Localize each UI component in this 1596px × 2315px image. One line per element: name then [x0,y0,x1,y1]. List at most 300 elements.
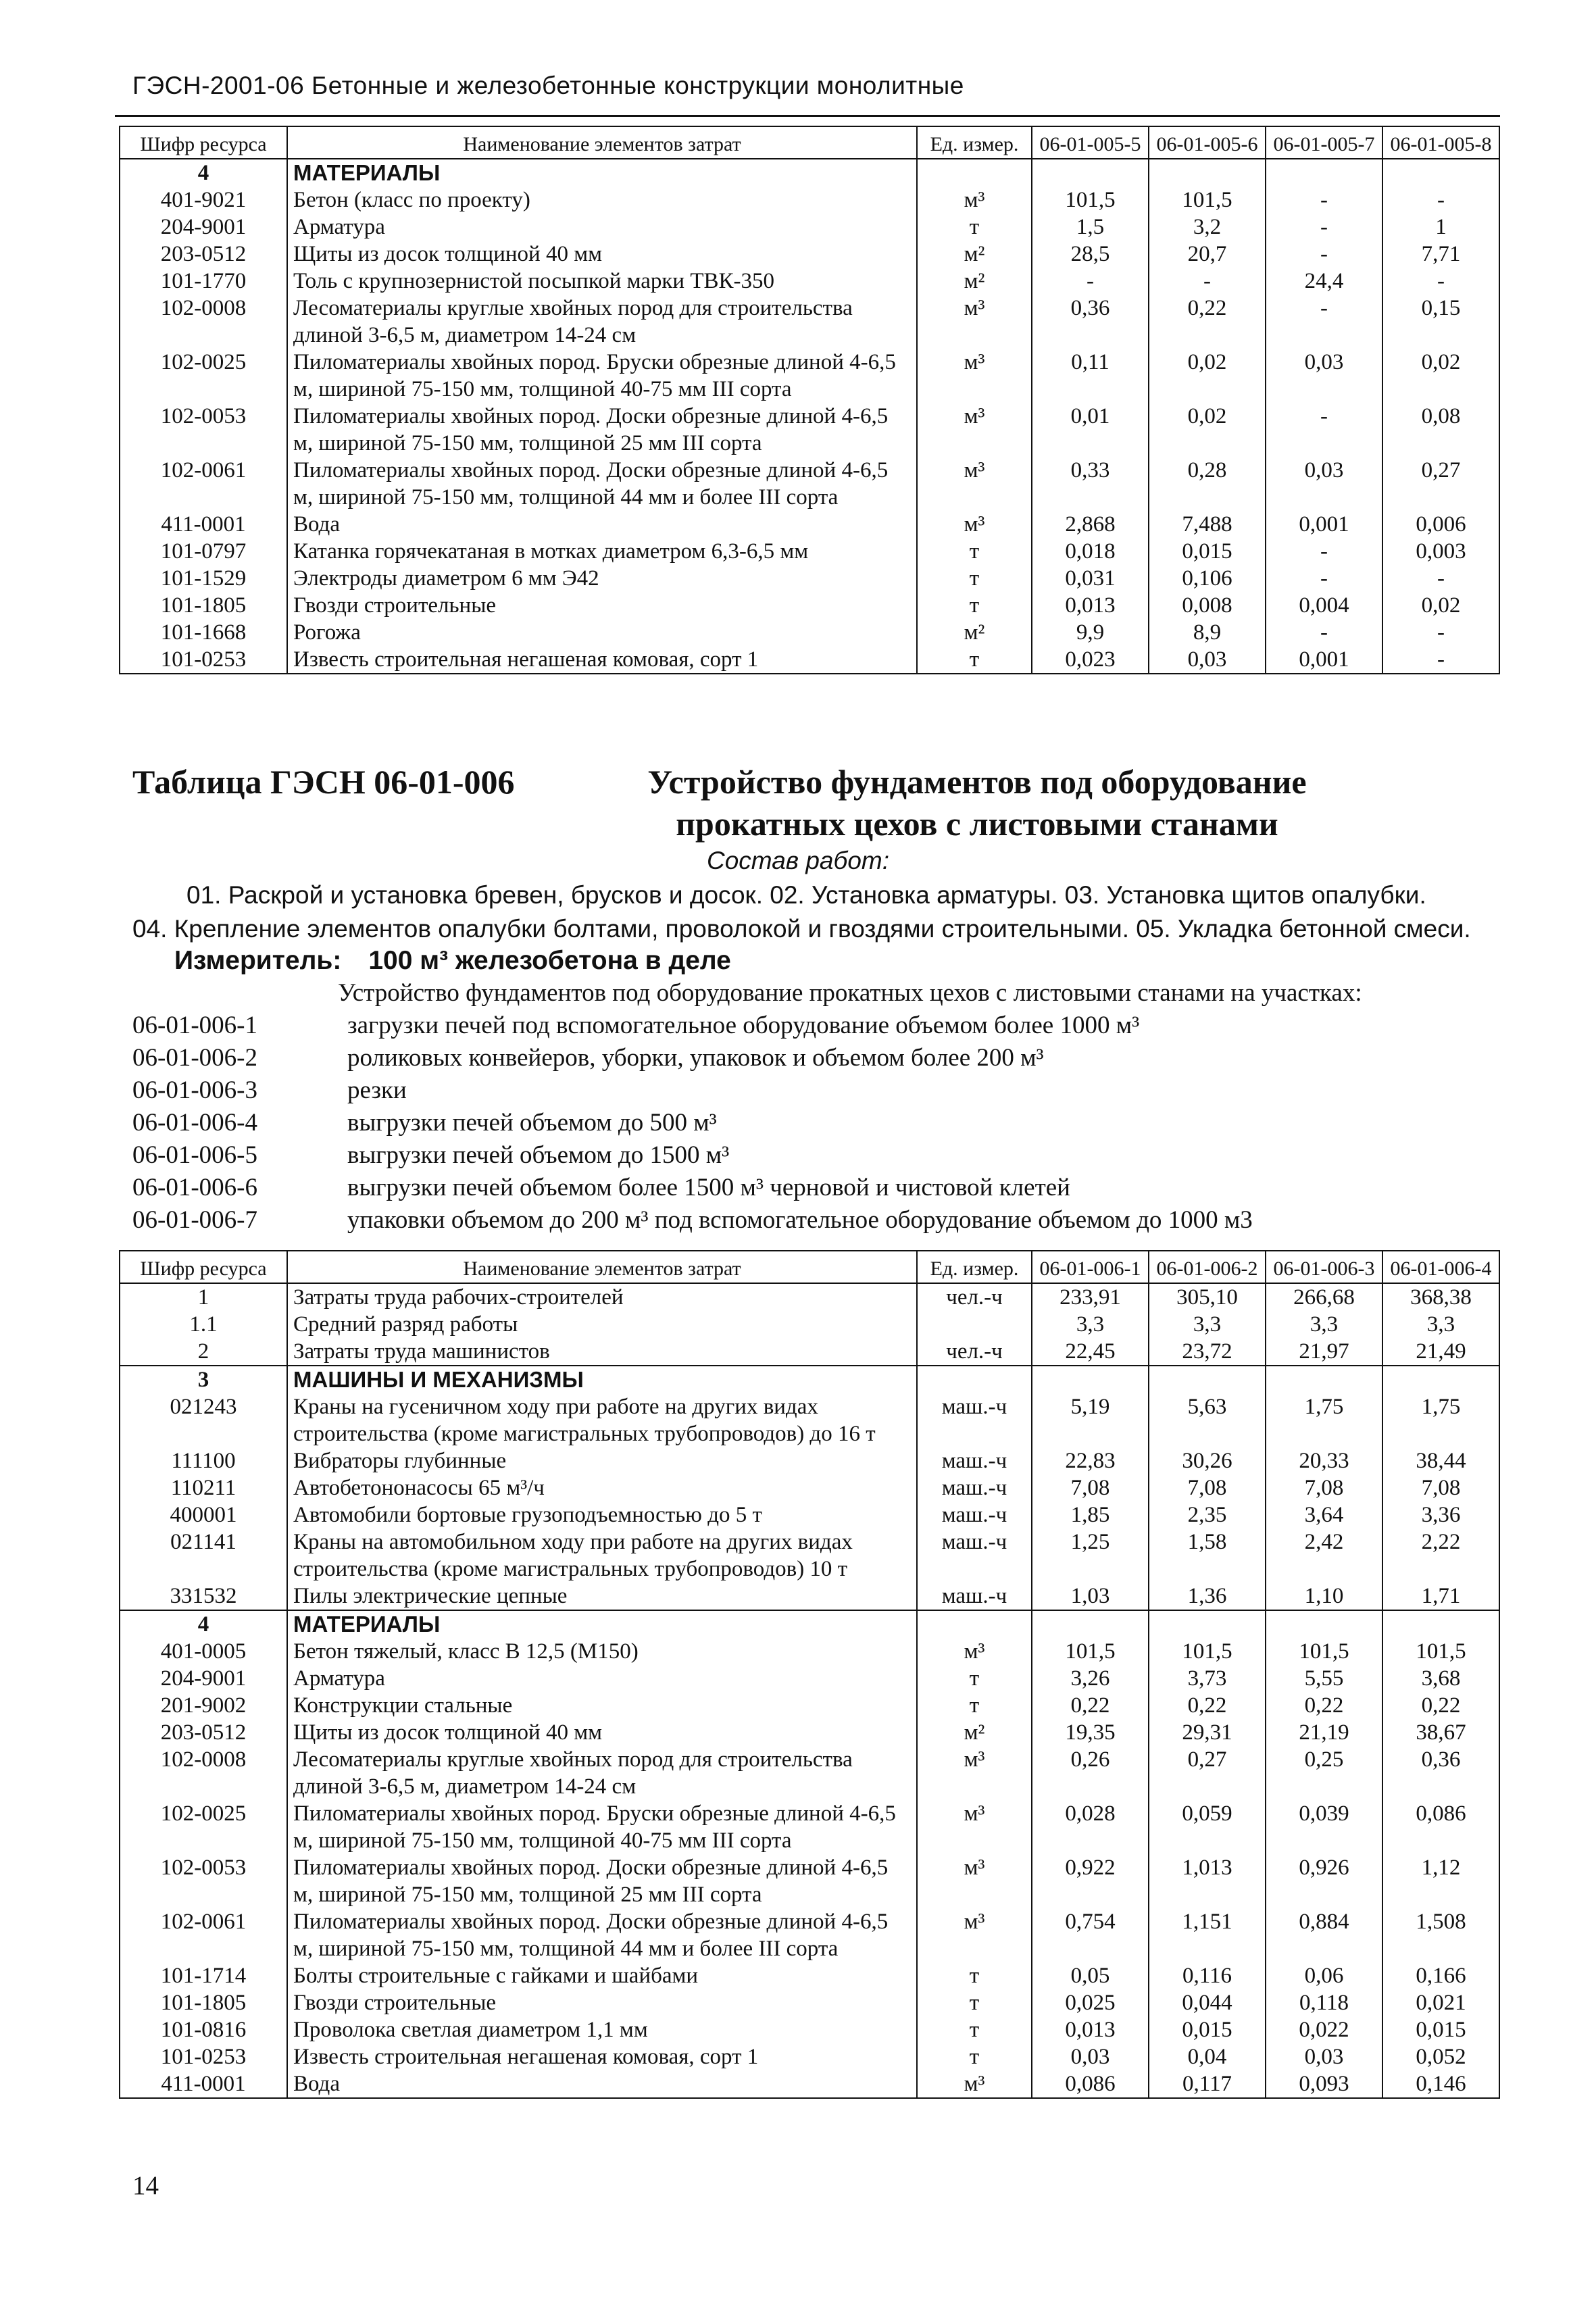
norm-value: 0,11 [1032,349,1149,403]
resource-name: МАШИНЫ И МЕХАНИЗМЫ [287,1366,917,1393]
table-row [120,1583,1499,1610]
norm-value: - [1266,619,1382,646]
table-row [120,268,1499,295]
norm-value: 7,08 [1149,1474,1266,1501]
resource-name: Затраты труда рабочих-строителей [287,1283,917,1311]
resource-code: 101-1805 [120,1989,287,2016]
norm-value: 101,5 [1149,186,1266,214]
table-row [120,1908,1499,1962]
resource-unit: маш.-ч [917,1528,1032,1583]
resource-unit [917,1311,1032,1338]
norm-value: 0,28 [1149,457,1266,511]
norm-value [1266,1366,1382,1393]
norm-value: 0,018 [1032,538,1149,565]
variant-text: выгрузки печей объемом более 1500 м³ черновой и чистовой клетей [347,1174,1070,1201]
resource-code: 101-1770 [120,268,287,295]
norm-value: - [1266,565,1382,592]
resource-unit: т [917,1962,1032,1989]
norm-value: 3,3 [1382,1311,1499,1338]
variant-code: 06-01-006-6 [132,1174,257,1201]
resource-name: Вибраторы глубинные [287,1447,917,1474]
resource-code: 102-0053 [120,403,287,457]
table-row [120,1474,1499,1501]
table-row [120,1638,1499,1665]
section-row [120,1610,1499,1638]
variant-text: выгрузки печей объемом до 500 м³ [347,1109,717,1137]
resource-unit: т [917,214,1032,241]
resource-unit: м³ [917,403,1032,457]
norm-value: 0,023 [1032,646,1149,674]
norm-value [1032,159,1149,186]
norm-value: - [1266,241,1382,268]
column-header: 06-01-006-3 [1266,1251,1382,1283]
running-header: ГЭСН-2001-06 Бетонные и железобетонные конструкции монолитные [132,72,964,99]
norm-value: - [1382,619,1499,646]
table-body [120,1283,1499,2098]
norm-value: 1,25 [1032,1528,1149,1583]
resource-unit: т [917,646,1032,674]
norm-value: 368,38 [1382,1283,1499,1311]
column-header: Ед. измер. [917,126,1032,159]
norm-value: 0,117 [1149,2070,1266,2098]
norm-value: - [1382,565,1499,592]
norm-value: 7,71 [1382,241,1499,268]
resource-code: 204-9001 [120,1665,287,1692]
variant-code: 06-01-006-5 [132,1141,257,1169]
resource-code: 331532 [120,1583,287,1610]
norm-value: 1,75 [1266,1393,1382,1447]
variant-text: выгрузки печей объемом до 1500 м³ [347,1141,730,1169]
resource-code: 1.1 [120,1311,287,1338]
resource-name: МАТЕРИАЛЫ [287,159,917,186]
norm-value: 9,9 [1032,619,1149,646]
norm-value [1382,1366,1499,1393]
norm-value: - [1266,538,1382,565]
norm-value: 0,922 [1032,1854,1149,1908]
resource-unit: маш.-ч [917,1583,1032,1610]
norm-value: 1,85 [1032,1501,1149,1528]
norm-value: 0,146 [1382,2070,1499,2098]
resource-code: 102-0025 [120,349,287,403]
norm-value: 0,093 [1266,2070,1382,2098]
resource-name: Краны на автомобильном ходу при работе на других видах строительства (кроме магистральных трубопроводов) 10 т [287,1528,917,1583]
resource-code: 102-0008 [120,1746,287,1800]
composition-line: 04. Крепление элементов опалубки болтами, проволокой и гвоздями строительными. 05. Укладка бетонной смеси. [132,915,1471,943]
norm-value: 3,73 [1149,1665,1266,1692]
variant-code: 06-01-006-1 [132,1012,257,1039]
resource-code: 101-1529 [120,565,287,592]
norm-value: 1,03 [1032,1583,1149,1610]
norm-value: 0,028 [1032,1800,1149,1854]
norm-value: 22,45 [1032,1338,1149,1366]
norm-value: 1 [1382,214,1499,241]
resource-unit: т [917,592,1032,619]
table-row [120,1447,1499,1474]
resource-code: 101-1668 [120,619,287,646]
resource-unit: маш.-ч [917,1447,1032,1474]
resource-name: Вода [287,511,917,538]
table-row [120,592,1499,619]
resource-name: Бетон тяжелый, класс В 12,5 (М150) [287,1638,917,1665]
resource-unit: м³ [917,1800,1032,1854]
resource-code: 101-0253 [120,2043,287,2070]
norm-value: 0,116 [1149,1962,1266,1989]
resource-code: 400001 [120,1501,287,1528]
norm-value: 0,22 [1149,1692,1266,1719]
resource-unit: м³ [917,1638,1032,1665]
norm-value: 3,26 [1032,1665,1149,1692]
norm-value: 0,02 [1382,349,1499,403]
norm-value: 0,01 [1032,403,1149,457]
norm-value: - [1266,403,1382,457]
section-row [120,1366,1499,1393]
resource-unit: м³ [917,1908,1032,1962]
norm-value: 101,5 [1032,186,1149,214]
resource-code: 021141 [120,1528,287,1583]
resource-code: 102-0061 [120,457,287,511]
norm-value: 0,052 [1382,2043,1499,2070]
resource-name: Щиты из досок толщиной 40 мм [287,241,917,268]
resource-unit: т [917,2016,1032,2043]
resource-code: 102-0025 [120,1800,287,1854]
norm-value: - [1382,186,1499,214]
norm-value: 0,086 [1382,1800,1499,1854]
variant-code: 06-01-006-2 [132,1044,257,1072]
resource-code: 203-0512 [120,241,287,268]
norm-value: 0,03 [1149,646,1266,674]
resource-code: 111100 [120,1447,287,1474]
variant-code: 06-01-006-7 [132,1206,257,1234]
resource-code: 411-0001 [120,511,287,538]
table-body [120,159,1499,674]
column-header: 06-01-006-4 [1382,1251,1499,1283]
resource-name: Толь с крупнозернистой посыпкой марки ТВК-350 [287,268,917,295]
variant-text: резки [347,1076,407,1104]
norm-value: 266,68 [1266,1283,1382,1311]
resource-name: Электроды диаметром 6 мм Э42 [287,565,917,592]
norm-value: 1,151 [1149,1908,1266,1962]
norm-value: 0,025 [1032,1989,1149,2016]
resource-name: Гвозди строительные [287,592,917,619]
norm-value: 0,039 [1266,1800,1382,1854]
table-row [120,1311,1499,1338]
norm-value: 0,02 [1149,403,1266,457]
variants-list [132,1011,1491,1238]
resource-unit: т [917,2043,1032,2070]
resource-unit [917,159,1032,186]
resource-code: 101-0797 [120,538,287,565]
resource-code: 2 [120,1338,287,1366]
norm-value: 0,059 [1149,1800,1266,1854]
composition-line: 01. Раскрой и установка бревен, брусков и досок. 02. Установка арматуры. 03. Установка щитов опалубки. [186,881,1426,909]
resource-name: Проволока светлая диаметром 1,1 мм [287,2016,917,2043]
resource-name: Гвозди строительные [287,1989,917,2016]
table-row [120,241,1499,268]
resource-code: 101-1714 [120,1962,287,1989]
resource-unit: м³ [917,511,1032,538]
table-row [120,1989,1499,2016]
norm-value: 3,68 [1382,1665,1499,1692]
norm-value: - [1382,268,1499,295]
norm-value: - [1266,214,1382,241]
norm-value: 1,75 [1382,1393,1499,1447]
meter-value: 100 м³ железобетона в деле [368,946,731,975]
norm-value: 0,166 [1382,1962,1499,1989]
norm-value: 38,44 [1382,1447,1499,1474]
variant-row [132,1141,1491,1173]
resource-code: 4 [120,1610,287,1638]
norm-value: 1,013 [1149,1854,1266,1908]
norm-value: 0,27 [1149,1746,1266,1800]
norm-value: 3,3 [1149,1311,1266,1338]
norm-value: 0,008 [1149,592,1266,619]
norm-value: 5,19 [1032,1393,1149,1447]
norm-value: 2,42 [1266,1528,1382,1583]
column-header: Шифр ресурса [120,1251,287,1283]
norm-value: 0,001 [1266,646,1382,674]
resource-unit: чел.-ч [917,1338,1032,1366]
resource-name: Конструкции стальные [287,1692,917,1719]
resource-name: Пиломатериалы хвойных пород. Доски обрезные длиной 4-6,5 м, шириной 75-150 мм, толщиной 44 мм и более III сорта [287,1908,917,1962]
norm-value: 0,08 [1382,403,1499,457]
variant-row [132,1011,1491,1043]
variant-text: упаковки объемом до 200 м³ под вспомогательное оборудование объемом до 1000 м3 [347,1206,1253,1234]
norm-value: 0,006 [1382,511,1499,538]
norm-value: 0,15 [1382,295,1499,349]
norm-value: 0,884 [1266,1908,1382,1962]
norm-value: 0,05 [1032,1962,1149,1989]
norm-value: 0,36 [1032,295,1149,349]
table-row [120,538,1499,565]
norm-value: 101,5 [1266,1638,1382,1665]
table-header-row [120,126,1499,159]
resource-name: Арматура [287,214,917,241]
resource-code: 201-9002 [120,1692,287,1719]
table-row [120,2043,1499,2070]
resource-name: МАТЕРИАЛЫ [287,1610,917,1638]
column-header: 06-01-005-8 [1382,126,1499,159]
column-header: 06-01-006-1 [1032,1251,1149,1283]
resource-name: Средний разряд работы [287,1311,917,1338]
norm-value: 233,91 [1032,1283,1149,1311]
table-row [120,1692,1499,1719]
norm-value [1149,159,1266,186]
resource-unit: маш.-ч [917,1501,1032,1528]
norm-value: 3,3 [1266,1311,1382,1338]
resource-unit: м² [917,619,1032,646]
resource-unit: т [917,1692,1032,1719]
norm-value: 0,06 [1266,1962,1382,1989]
resource-name: Известь строительная негашеная комовая, сорт 1 [287,646,917,674]
norm-value: 30,26 [1149,1447,1266,1474]
table-row [120,1719,1499,1746]
resource-unit: м² [917,241,1032,268]
norm-value [1266,159,1382,186]
resource-name: Вода [287,2070,917,2098]
resource-code: 401-9021 [120,186,287,214]
norm-value: - [1149,268,1266,295]
norm-value [1149,1366,1266,1393]
norm-value: 1,10 [1266,1583,1382,1610]
resource-code: 401-0005 [120,1638,287,1665]
table-row [120,295,1499,349]
resource-unit: м² [917,1719,1032,1746]
resource-code: 3 [120,1366,287,1393]
table-row [120,565,1499,592]
resource-name: Пиломатериалы хвойных пород. Бруски обрезные длиной 4-6,5 м, шириной 75-150 мм, толщиной 40-75 мм III сорта [287,1800,917,1854]
table-row [120,1393,1499,1447]
meter-label: Измеритель: [174,946,342,975]
norm-value: 0,003 [1382,538,1499,565]
resource-name: Автобетононасосы 65 м³/ч [287,1474,917,1501]
norm-value: 0,022 [1266,2016,1382,2043]
table-row [120,2070,1499,2098]
norm-value: 0,03 [1266,457,1382,511]
resource-name: Пилы электрические цепные [287,1583,917,1610]
norm-value: 20,33 [1266,1447,1382,1474]
resource-unit: т [917,538,1032,565]
norm-value: 0,926 [1266,1854,1382,1908]
table-row [120,349,1499,403]
column-header: 06-01-006-2 [1149,1251,1266,1283]
resource-code: 102-0061 [120,1908,287,1962]
resource-code: 204-9001 [120,214,287,241]
norm-value: 0,02 [1382,592,1499,619]
resource-code: 101-0816 [120,2016,287,2043]
column-header: 06-01-005-7 [1266,126,1382,159]
resource-code: 4 [120,159,287,186]
variant-text: загрузки печей под вспомогательное оборудование объемом более 1000 м³ [347,1012,1140,1039]
table-row [120,1962,1499,1989]
table-row [120,511,1499,538]
table-row [120,1665,1499,1692]
norm-value: 0,25 [1266,1746,1382,1800]
norm-value: 0,22 [1032,1692,1149,1719]
table-row [120,1501,1499,1528]
table-row [120,1800,1499,1854]
resource-unit: м³ [917,186,1032,214]
norm-value: 0,22 [1382,1692,1499,1719]
table-row [120,646,1499,674]
table-row [120,619,1499,646]
norm-value: 22,83 [1032,1447,1149,1474]
norm-value: 2,22 [1382,1528,1499,1583]
norm-value: 0,03 [1266,349,1382,403]
resource-name: Автомобили бортовые грузоподъемностью до 5 т [287,1501,917,1528]
resource-unit: м³ [917,2070,1032,2098]
norm-value [1382,1610,1499,1638]
norm-value: 21,49 [1382,1338,1499,1366]
variants-intro: Устройство фундаментов под оборудование прокатных цехов с листовыми станами на участках: [338,979,1362,1007]
norm-value: 7,08 [1266,1474,1382,1501]
norm-value: - [1266,295,1382,349]
variant-row [132,1205,1491,1238]
table-row [120,457,1499,511]
composition-text [132,878,1484,946]
resource-unit: м³ [917,1746,1032,1800]
resource-code: 411-0001 [120,2070,287,2098]
norm-value: 1,71 [1382,1583,1499,1610]
norm-value: 1,58 [1149,1528,1266,1583]
norm-value: 0,015 [1149,538,1266,565]
column-header: 06-01-005-6 [1149,126,1266,159]
resource-code: 102-0008 [120,295,287,349]
norm-value: 0,22 [1149,295,1266,349]
norm-value: 0,33 [1032,457,1149,511]
norm-value [1149,1610,1266,1638]
norm-value: 7,488 [1149,511,1266,538]
variant-text: роликовых конвейеров, уборки, упаковок и объемом более 200 м³ [347,1044,1044,1072]
resource-name: Щиты из досок толщиной 40 мм [287,1719,917,1746]
section-row [120,159,1499,186]
norm-value: 0,001 [1266,511,1382,538]
resource-unit: м² [917,268,1032,295]
table-name: Устройство фундаментов под оборудование прокатных цехов с листовыми станами [647,763,1307,843]
column-header: 06-01-005-5 [1032,126,1149,159]
norm-value: 5,63 [1149,1393,1266,1447]
norm-value: 2,868 [1032,511,1149,538]
resource-code: 021243 [120,1393,287,1447]
norm-value: 0,015 [1382,2016,1499,2043]
norm-value: 21,19 [1266,1719,1382,1746]
column-header: Наименование элементов затрат [287,1251,917,1283]
norm-value: 21,97 [1266,1338,1382,1366]
table-row [120,214,1499,241]
norm-value: 305,10 [1149,1283,1266,1311]
variant-code: 06-01-006-4 [132,1109,257,1137]
norm-value: 38,67 [1382,1719,1499,1746]
table-row [120,1338,1499,1366]
norm-value: 1,5 [1032,214,1149,241]
table-header-row [120,1251,1499,1283]
norm-value: 0,044 [1149,1989,1266,2016]
table-row [120,1528,1499,1583]
norm-value: - [1032,268,1149,295]
norm-value: 1,36 [1149,1583,1266,1610]
norm-value: 0,26 [1032,1746,1149,1800]
column-header: Наименование элементов затрат [287,126,917,159]
resource-name: Катанка горячекатаная в мотках диаметром 6,3-6,5 мм [287,538,917,565]
norm-value: 0,013 [1032,592,1149,619]
norm-value: 3,64 [1266,1501,1382,1528]
table-label: Таблица ГЭСН 06-01-006 [132,763,515,801]
resource-code: 110211 [120,1474,287,1501]
norm-value: 7,08 [1382,1474,1499,1501]
resource-name: Пиломатериалы хвойных пород. Бруски обрезные длиной 4-6,5 м, шириной 75-150 мм, толщиной 40-75 мм III сорта [287,349,917,403]
norm-value: 0,086 [1032,2070,1149,2098]
norm-value: 0,36 [1382,1746,1499,1800]
norm-value: 19,35 [1032,1719,1149,1746]
resources-table-006 [119,1250,1500,2099]
norm-value: 0,03 [1266,2043,1382,2070]
resource-name: Краны на гусеничном ходу при работе на других видах строительства (кроме магистральных трубопроводов) до 16 т [287,1393,917,1447]
resource-name: Пиломатериалы хвойных пород. Доски обрезные длиной 4-6,5 м, шириной 75-150 мм, толщиной 44 мм и более III сорта [287,457,917,511]
norm-value: 101,5 [1382,1638,1499,1665]
norm-value: 0,02 [1149,349,1266,403]
resources-table-005 [119,126,1500,674]
resource-unit: чел.-ч [917,1283,1032,1311]
norm-value: 23,72 [1149,1338,1266,1366]
norm-value: 0,04 [1149,2043,1266,2070]
norm-value: - [1266,186,1382,214]
table-row [120,1283,1499,1311]
resource-name: Пиломатериалы хвойных пород. Доски обрезные длиной 4-6,5 м, шириной 75-150 мм, толщиной 25 мм III сорта [287,403,917,457]
norm-value: 0,021 [1382,1989,1499,2016]
resource-code: 1 [120,1283,287,1311]
norm-value: 20,7 [1149,241,1266,268]
resource-name: Бетон (класс по проекту) [287,186,917,214]
variant-code: 06-01-006-3 [132,1076,257,1104]
